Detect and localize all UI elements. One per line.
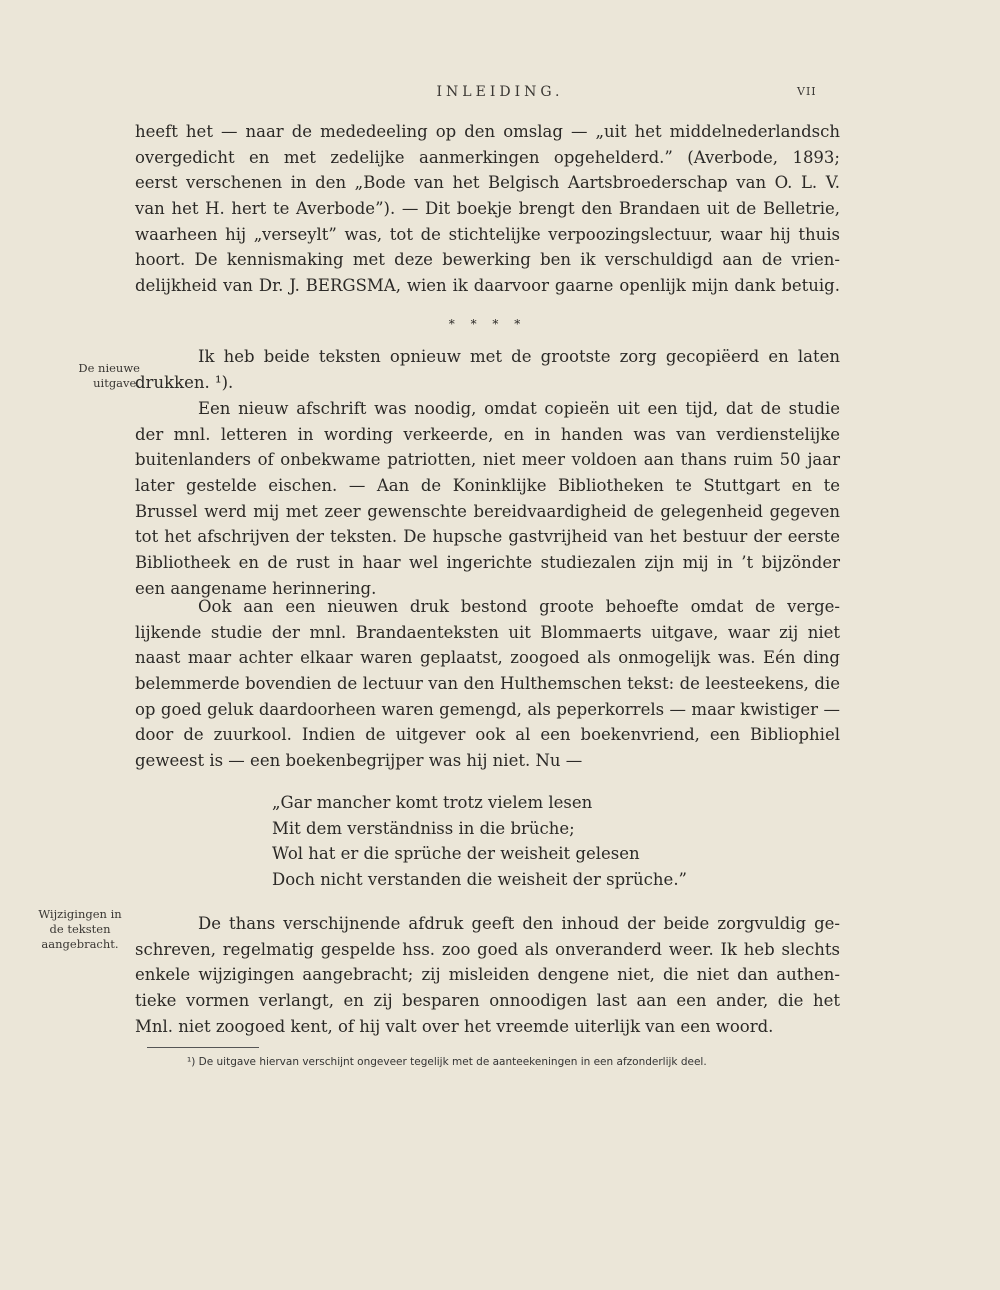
page-number: VII bbox=[797, 85, 817, 98]
text-line: schreven, regelmatig gespelde hss. zoo goed als onveranderd weer. Ik heb slechts bbox=[135, 939, 840, 959]
text-line: Bibliotheek en de rust in haar wel ingerichte studiezalen zijn mij in ’t bijzönder bbox=[135, 553, 840, 573]
text-line: Een nieuw afschrift was noodig, omdat copieën uit een tijd, dat de studie bbox=[198, 399, 840, 418]
text-line: tot het afschrijven der teksten. De hupsche gastvrijheid van het bestuur der eerste bbox=[135, 527, 840, 547]
marginal-line: De nieuwe bbox=[78, 361, 140, 375]
text-line: door de zuurkool. Indien de uitgever ook al een boekenvriend, een Bibliophiel bbox=[135, 725, 840, 745]
text-line: Brussel werd mij met zeer gewenschte bereidvaardigheid de gelegenheid gegeven bbox=[135, 501, 840, 521]
asterism: * * * * bbox=[448, 317, 527, 331]
text-line: tieke vormen verlangt, en zij besparen onnoodigen last aan een ander, die het bbox=[135, 991, 840, 1011]
text-line: naast maar achter elkaar waren geplaatst, zoogoed als onmogelijk was. Eén ding bbox=[135, 648, 840, 668]
marginal-line: uitgave. bbox=[93, 376, 140, 390]
text-line: overgedicht en met zedelijke aanmerkingen opgehelderd.” (Averbode, 1893; bbox=[135, 147, 840, 167]
marginal-line: Wijzigingen in bbox=[38, 907, 122, 921]
paragraph-4 bbox=[135, 594, 840, 774]
verse-line: Mit dem verständniss in die brüche; bbox=[272, 818, 575, 838]
verse-line: „Gar mancher komt trotz vielem lesen bbox=[272, 793, 593, 812]
text-line: later gestelde eischen. — Aan de Koninklijke Bibliotheken te Stuttgart en te bbox=[135, 476, 840, 496]
text-line: Mnl. niet zoogoed kent, of hij valt over het vreemde uiterlijk van een woord. bbox=[135, 1016, 774, 1036]
text-line: drukken. ¹). bbox=[135, 372, 234, 392]
paragraph-5 bbox=[135, 911, 840, 1039]
text-line: waarheen hij „verseylt” was, tot de stichtelijke verpoozingslectuur, waar hij thuis bbox=[135, 224, 840, 244]
text-line: Ik heb beide teksten opnieuw met de grootste zorg gecopiëerd en laten bbox=[198, 347, 840, 366]
text-line: op goed geluk daardoorheen waren gemengd, als peperkorrels — maar kwistiger — bbox=[135, 699, 840, 719]
footnote-rule bbox=[147, 1047, 259, 1048]
paragraph-1 bbox=[135, 119, 840, 299]
text-line: een aangename herinnering. bbox=[135, 578, 377, 598]
text-line: lijkende studie der mnl. Brandaenteksten uit Blommaerts uitgave, waar zij niet bbox=[135, 622, 840, 642]
text-line: buitenlanders of onbekwame patriotten, niet meer voldoen aan thans ruim 50 jaar bbox=[135, 450, 840, 470]
paragraph-3 bbox=[135, 396, 840, 602]
verse-line: Doch nicht verstanden die weisheit der sprüche.” bbox=[272, 870, 687, 890]
running-header-title: INLEIDING. bbox=[436, 84, 564, 100]
text-line: De thans verschijnende afdruk geeft den inhoud der beide zorgvuldig ge- bbox=[198, 914, 840, 933]
marginal-note-changes bbox=[24, 907, 136, 952]
text-line: hoort. De kennismaking met deze bewerking ben ik verschuldigd aan de vrien- bbox=[135, 250, 840, 270]
text-line: van het H. hert te Averbode”). — Dit boekje brengt den Brandaen uit de Belletrie, bbox=[135, 199, 840, 219]
text-line: der mnl. letteren in wording verkeerde, en in handen was van verdienstelijke bbox=[135, 424, 840, 444]
footnote: ¹) De uitgave hiervan verschijnt ongeveer tegelijk met de aanteekeningen in een afzonderlijk deel. bbox=[187, 1056, 707, 1068]
marginal-line: de teksten bbox=[49, 922, 111, 936]
text-line: geweest is — een boekenbegrijper was hij niet. Nu — bbox=[135, 751, 583, 771]
text-line: heeft het — naar de mededeeling op den omslag — „uit het middelnederlandsch bbox=[135, 122, 840, 141]
text-line: Ook aan een nieuwen druk bestond groote behoefte omdat de verge- bbox=[198, 597, 840, 616]
section-separator bbox=[135, 312, 840, 338]
verse-quotation bbox=[272, 790, 792, 893]
verse-line: Wol hat er die sprüche der weisheit gelesen bbox=[272, 844, 640, 864]
marginal-line: aangebracht. bbox=[41, 937, 119, 951]
text-line: belemmerde bovendien de lectuur van den Hulthemschen tekst: de leesteekens, die bbox=[135, 674, 840, 694]
text-line: enkele wijzigingen aangebracht; zij misleiden dengene niet, die niet dan authen- bbox=[135, 965, 840, 985]
paragraph-2 bbox=[135, 344, 840, 395]
text-line: delijkheid van Dr. J. BERGSMA, wien ik daarvoor gaarne openlijk mijn dank betuig. bbox=[135, 276, 840, 296]
text-line: eerst verschenen in den „Bode van het Belgisch Aartsbroederschap van O. L. V. bbox=[135, 173, 840, 193]
marginal-note-new-edition bbox=[28, 361, 140, 391]
